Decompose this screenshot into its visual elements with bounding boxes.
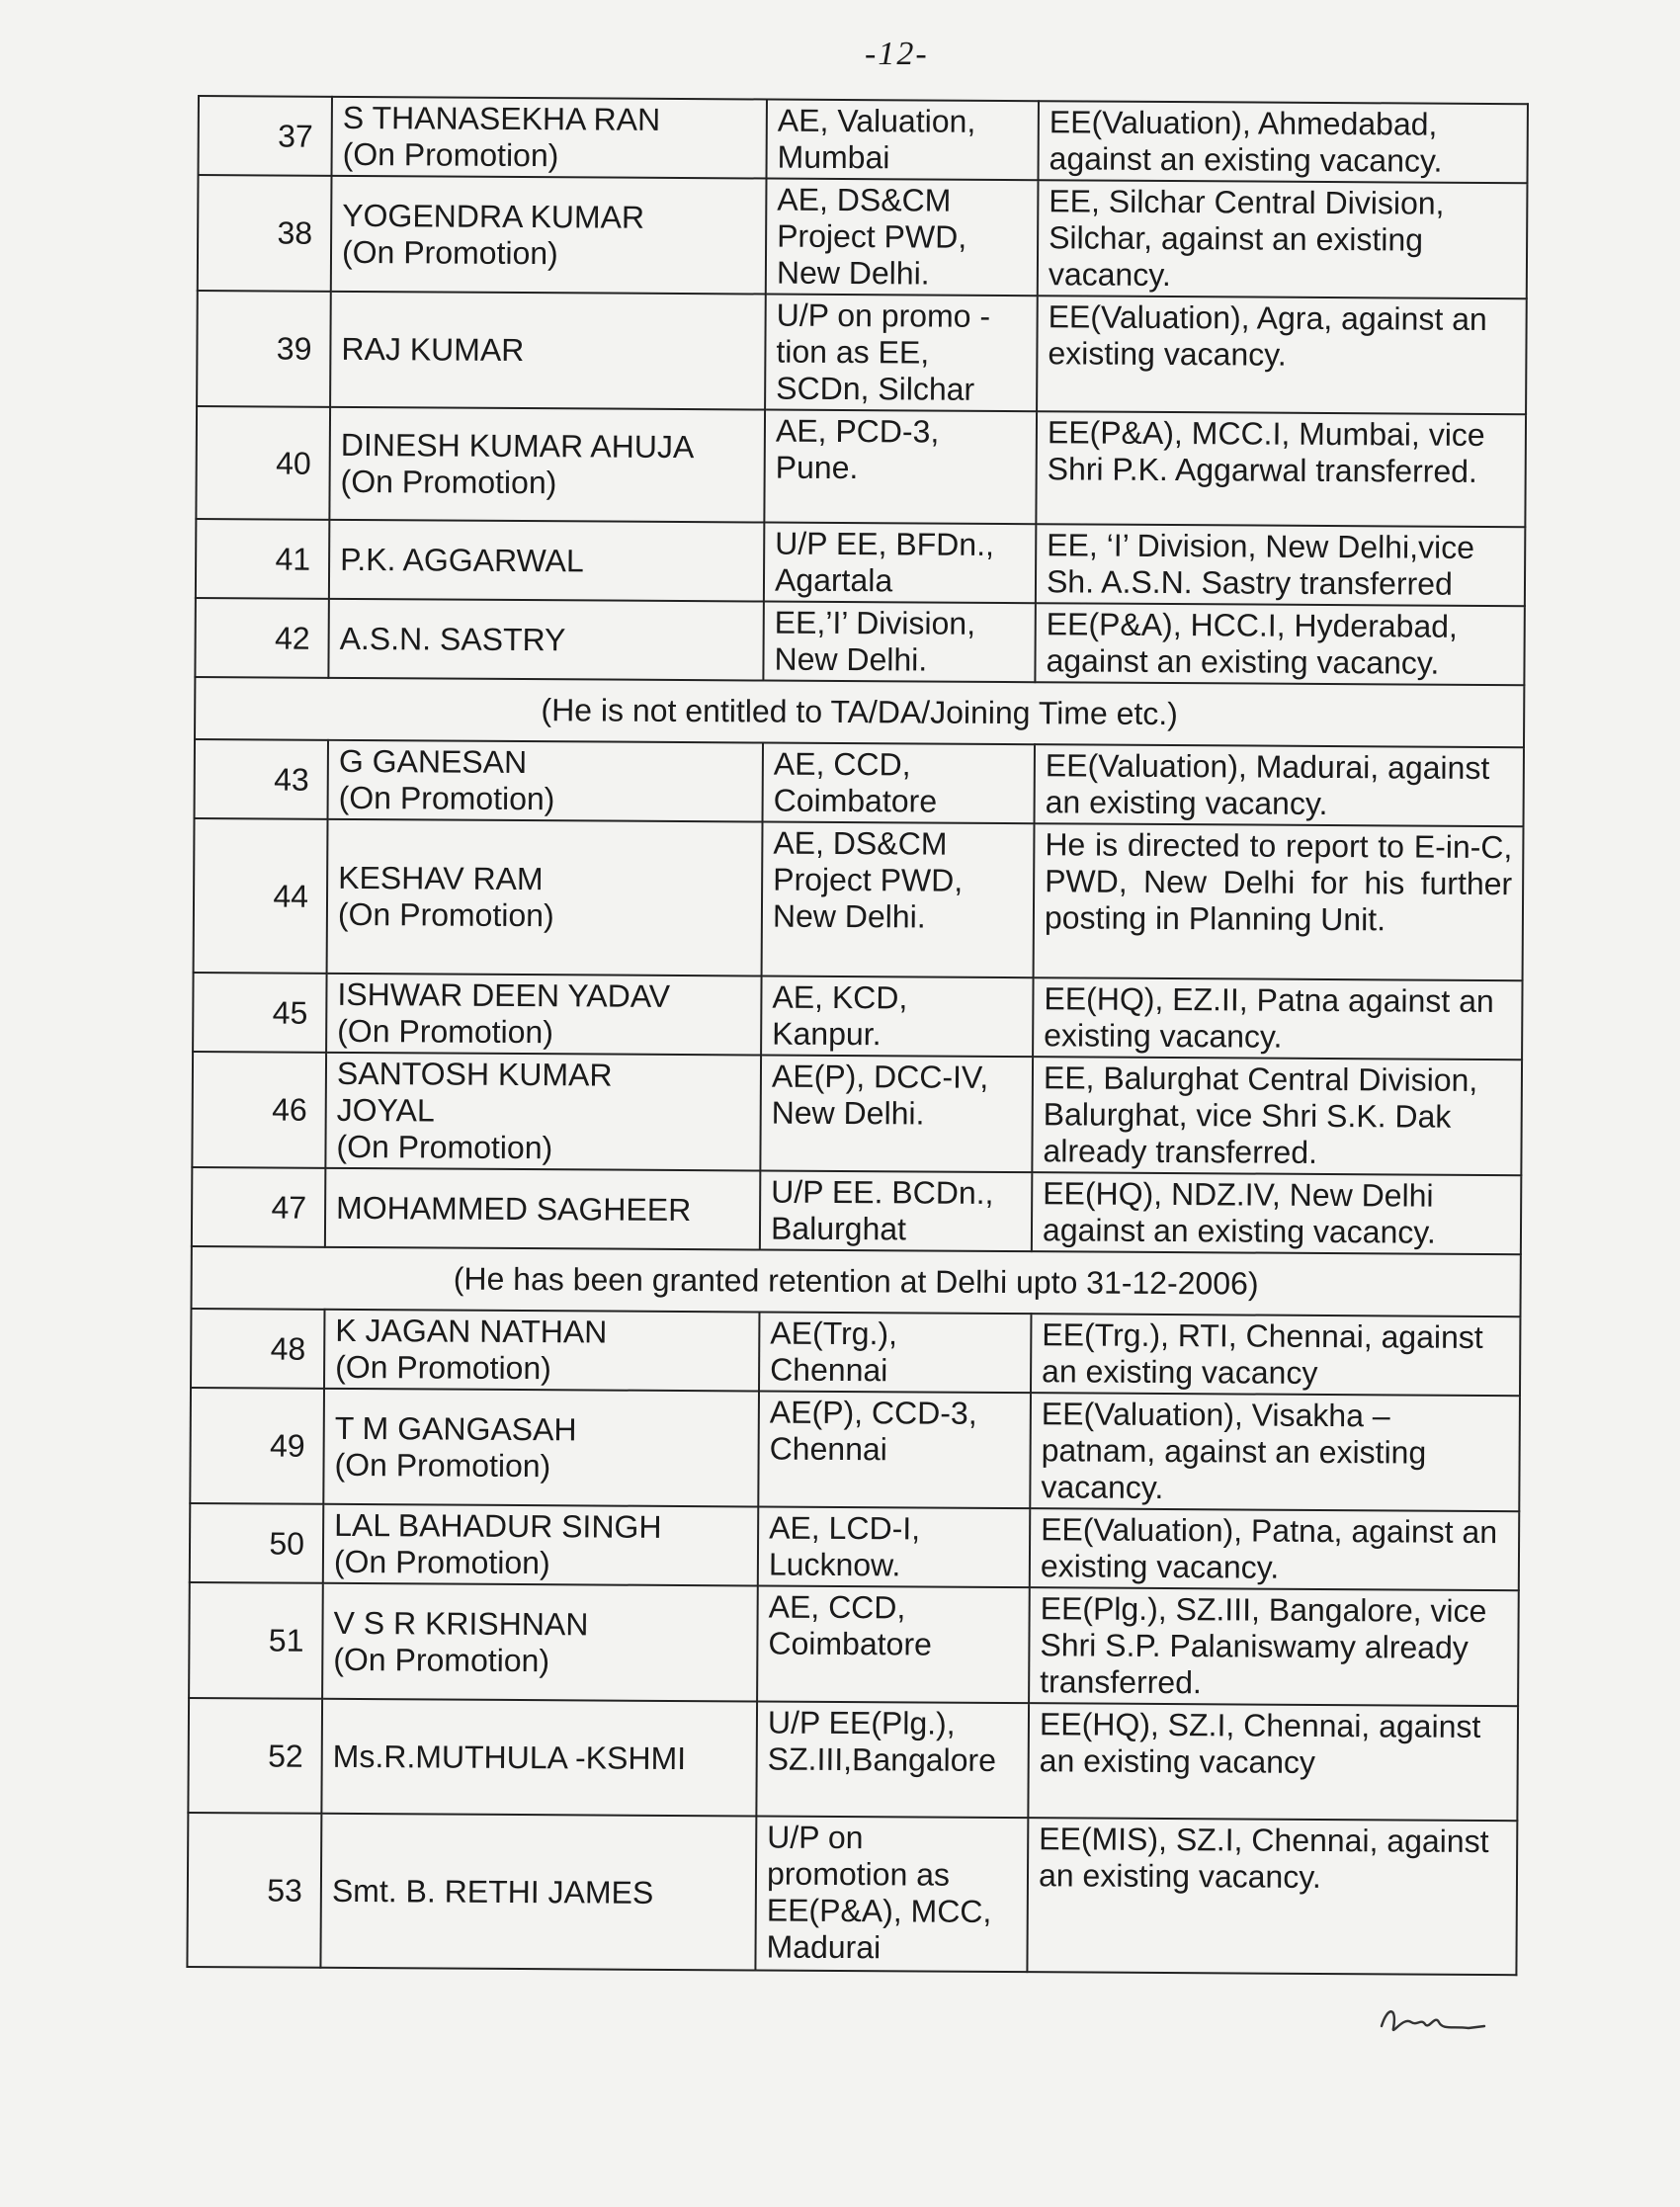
new-posting: EE(Plg.), SZ.III, Bangalore, vice Shri S.P. Palaniswamy already transferred.: [1029, 1587, 1519, 1706]
serial-number: 49: [190, 1388, 324, 1504]
page-number: -12-: [865, 36, 929, 72]
note-row: [195, 677, 1524, 747]
officer-cell: [328, 599, 763, 681]
table-row: [192, 1052, 1522, 1175]
present-posting: EE,’I’ Division, New Delhi.: [763, 602, 1035, 683]
present-posting: AE, KCD, Kanpur.: [761, 976, 1033, 1058]
promotion-status: (On Promotion): [338, 779, 555, 817]
new-posting: EE, Silchar Central Division, Silchar, against an existing vacancy.: [1038, 180, 1528, 298]
new-posting: EE(Trg.), RTI, Chennai, against an existing vacancy: [1031, 1314, 1520, 1396]
officer-cell: [332, 97, 767, 179]
present-posting: AE(P), DCC-IV, New Delhi.: [760, 1056, 1033, 1173]
serial-number: 39: [197, 291, 331, 407]
new-posting: EE, Balurghat Central Division, Balurghat, vice Shri S.K. Dak already transferred.: [1032, 1057, 1522, 1175]
serial-number: 47: [192, 1167, 325, 1247]
present-posting: AE, DS&CM Project PWD, New Delhi.: [766, 179, 1039, 297]
serial-number: 42: [195, 598, 328, 678]
serial-number: 41: [196, 519, 329, 599]
promotion-status: (On Promotion): [341, 233, 558, 271]
promotion-status: (On Promotion): [334, 1446, 551, 1484]
present-posting: U/P on promotion as EE(P&A), MCC, Madurai: [755, 1816, 1028, 1972]
officer-cell: [325, 1053, 761, 1171]
serial-number: 53: [187, 1813, 321, 1968]
officer-name: Ms.R.MUTHULA -KSHMI: [332, 1738, 687, 1776]
serial-number: 40: [196, 406, 330, 520]
promotion-status: (On Promotion): [342, 135, 559, 174]
present-posting: AE(Trg.), Chennai: [759, 1312, 1031, 1393]
present-posting: AE, CCD, Coimbatore: [757, 1585, 1030, 1703]
serial-number: 37: [199, 96, 332, 176]
note-row: [191, 1246, 1520, 1316]
present-posting: AE, PCD-3, Pune.: [764, 410, 1037, 525]
present-posting: U/P on promo - tion as EE, SCDn, Silchar: [765, 295, 1038, 412]
officer-name: MOHAMMED SAGHEER: [336, 1189, 692, 1228]
new-posting: EE(P&A), HCC.I, Hyderabad, against an existing vacancy.: [1035, 603, 1524, 685]
posting-table-wrapper: [186, 95, 1527, 1976]
officer-cell: [321, 1699, 757, 1817]
officer-cell: [323, 1389, 759, 1507]
table-row: [187, 1813, 1517, 1975]
new-posting: EE(P&A), MCC.I, Mumbai, vice Shri P.K. Aggarwal transferred.: [1036, 411, 1526, 527]
officer-cell: [326, 974, 761, 1056]
table-row: [190, 1388, 1520, 1511]
note-text: (He is not entitled to TA/DA/Joining Time etc.): [195, 677, 1524, 747]
table-row: [192, 1167, 1521, 1254]
serial-number: 38: [198, 175, 332, 292]
officer-name: YOGENDRA KUMAR: [342, 197, 645, 235]
table-row: [193, 973, 1522, 1060]
serial-number: 43: [195, 739, 328, 819]
officer-name: ISHWAR DEEN YADAV: [337, 976, 671, 1014]
officer-name: Smt. B. RETHI JAMES: [331, 1872, 654, 1910]
officer-name: A.S.N. SASTRY: [339, 620, 566, 657]
present-posting: AE, LCD-I, Lucknow.: [758, 1506, 1030, 1587]
table-row: [188, 1698, 1518, 1821]
officer-name: P.K. AGGARWAL: [340, 541, 584, 578]
present-posting: AE(P), CCD-3, Chennai: [758, 1391, 1031, 1508]
officer-name: T M GANGASAH: [334, 1409, 577, 1447]
new-posting: EE(MIS), SZ.I, Chennai, against an existing vacancy.: [1027, 1818, 1517, 1975]
officer-cell: [322, 1583, 758, 1702]
new-posting: EE(Valuation), Madurai, against an existing vacancy.: [1035, 744, 1524, 826]
officer-cell: [324, 1310, 759, 1392]
new-posting: EE(Valuation), Patna, against an existing vacancy.: [1030, 1508, 1519, 1590]
officer-cell: [327, 819, 763, 976]
promotion-status: (On Promotion): [336, 1128, 553, 1166]
table-row: [196, 406, 1526, 527]
table-row: [195, 598, 1524, 685]
promotion-status: (On Promotion): [337, 1012, 554, 1051]
present-posting: AE, CCD, Coimbatore: [763, 743, 1035, 824]
officer-name: LAL BAHADUR SINGH: [334, 1506, 662, 1545]
new-posting: EE(Valuation), Ahmedabad, against an existing vacancy.: [1038, 101, 1527, 183]
serial-number: 51: [189, 1582, 323, 1699]
present-posting: AE, DS&CM Project PWD, New Delhi.: [762, 822, 1035, 978]
new-posting: He is directed to report to E-in-C, PWD, New Delhi for his further posting in Planning Unit.: [1034, 823, 1524, 980]
serial-number: 44: [194, 818, 328, 974]
table-row: [190, 1503, 1519, 1590]
officer-name: V S R KRISHNAN: [333, 1604, 589, 1642]
new-posting: EE(HQ), NDZ.IV, New Delhi against an existing vacancy.: [1032, 1172, 1521, 1254]
officer-name: RAJ KUMAR: [341, 330, 525, 369]
officer-name: KESHAV RAM: [338, 859, 544, 897]
officer-name: S THANASEKHA RAN: [342, 99, 661, 137]
officer-cell: [329, 520, 764, 602]
officer-cell: [323, 1504, 758, 1586]
table-row: [194, 818, 1524, 980]
promotion-status: (On Promotion): [340, 463, 557, 501]
officer-name: SANTOSH KUMAR JOYAL: [336, 1055, 613, 1129]
officer-cell: [320, 1814, 756, 1971]
table-row: [191, 1309, 1520, 1396]
signature-image: [1374, 1996, 1492, 2046]
officer-cell: [328, 740, 763, 822]
table-row: [199, 96, 1528, 183]
table-row: [198, 175, 1528, 298]
posting-table-body: [187, 96, 1528, 1975]
serial-number: 52: [188, 1698, 322, 1814]
table-row: [189, 1582, 1519, 1706]
new-posting: EE(Valuation), Visakha – patnam, against an existing vacancy.: [1030, 1393, 1520, 1511]
new-posting: EE, ‘I’ Division, New Delhi,vice Sh. A.S.N. Sastry transferred: [1036, 524, 1525, 606]
present-posting: AE, Valuation, Mumbai: [766, 100, 1038, 181]
table-row: [196, 519, 1525, 606]
new-posting: EE(HQ), SZ.I, Chennai, against an existing vacancy: [1028, 1703, 1518, 1821]
present-posting: U/P EE(Plg.), SZ.III,Bangalore: [756, 1701, 1029, 1818]
serial-number: 45: [193, 973, 326, 1053]
present-posting: U/P EE. BCDn., Balurghat: [760, 1170, 1032, 1251]
posting-table: [186, 95, 1529, 1976]
serial-number: 48: [191, 1309, 324, 1389]
officer-cell: [329, 407, 765, 523]
officer-cell: [331, 176, 767, 295]
table-row: [195, 739, 1524, 826]
present-posting: U/P EE, BFDn., Agartala: [764, 523, 1036, 604]
serial-number: 46: [192, 1052, 326, 1168]
new-posting: EE(Valuation), Agra, against an existing vacancy.: [1037, 296, 1527, 414]
note-text: (He has been granted retention at Delhi upto 31-12-2006): [191, 1246, 1520, 1316]
table-row: [197, 291, 1527, 414]
promotion-status: (On Promotion): [333, 1543, 550, 1581]
officer-name: DINESH KUMAR AHUJA: [340, 426, 695, 466]
officer-name: K JAGAN NATHAN: [335, 1312, 608, 1350]
officer-name: G GANESAN: [338, 742, 528, 781]
promotion-status: (On Promotion): [333, 1641, 550, 1678]
officer-cell: [325, 1168, 760, 1250]
new-posting: EE(HQ), EZ.II, Patna against an existing vacancy.: [1033, 977, 1522, 1060]
promotion-status: (On Promotion): [337, 895, 554, 934]
serial-number: 50: [190, 1503, 323, 1583]
promotion-status: (On Promotion): [335, 1348, 551, 1387]
officer-cell: [330, 292, 766, 410]
